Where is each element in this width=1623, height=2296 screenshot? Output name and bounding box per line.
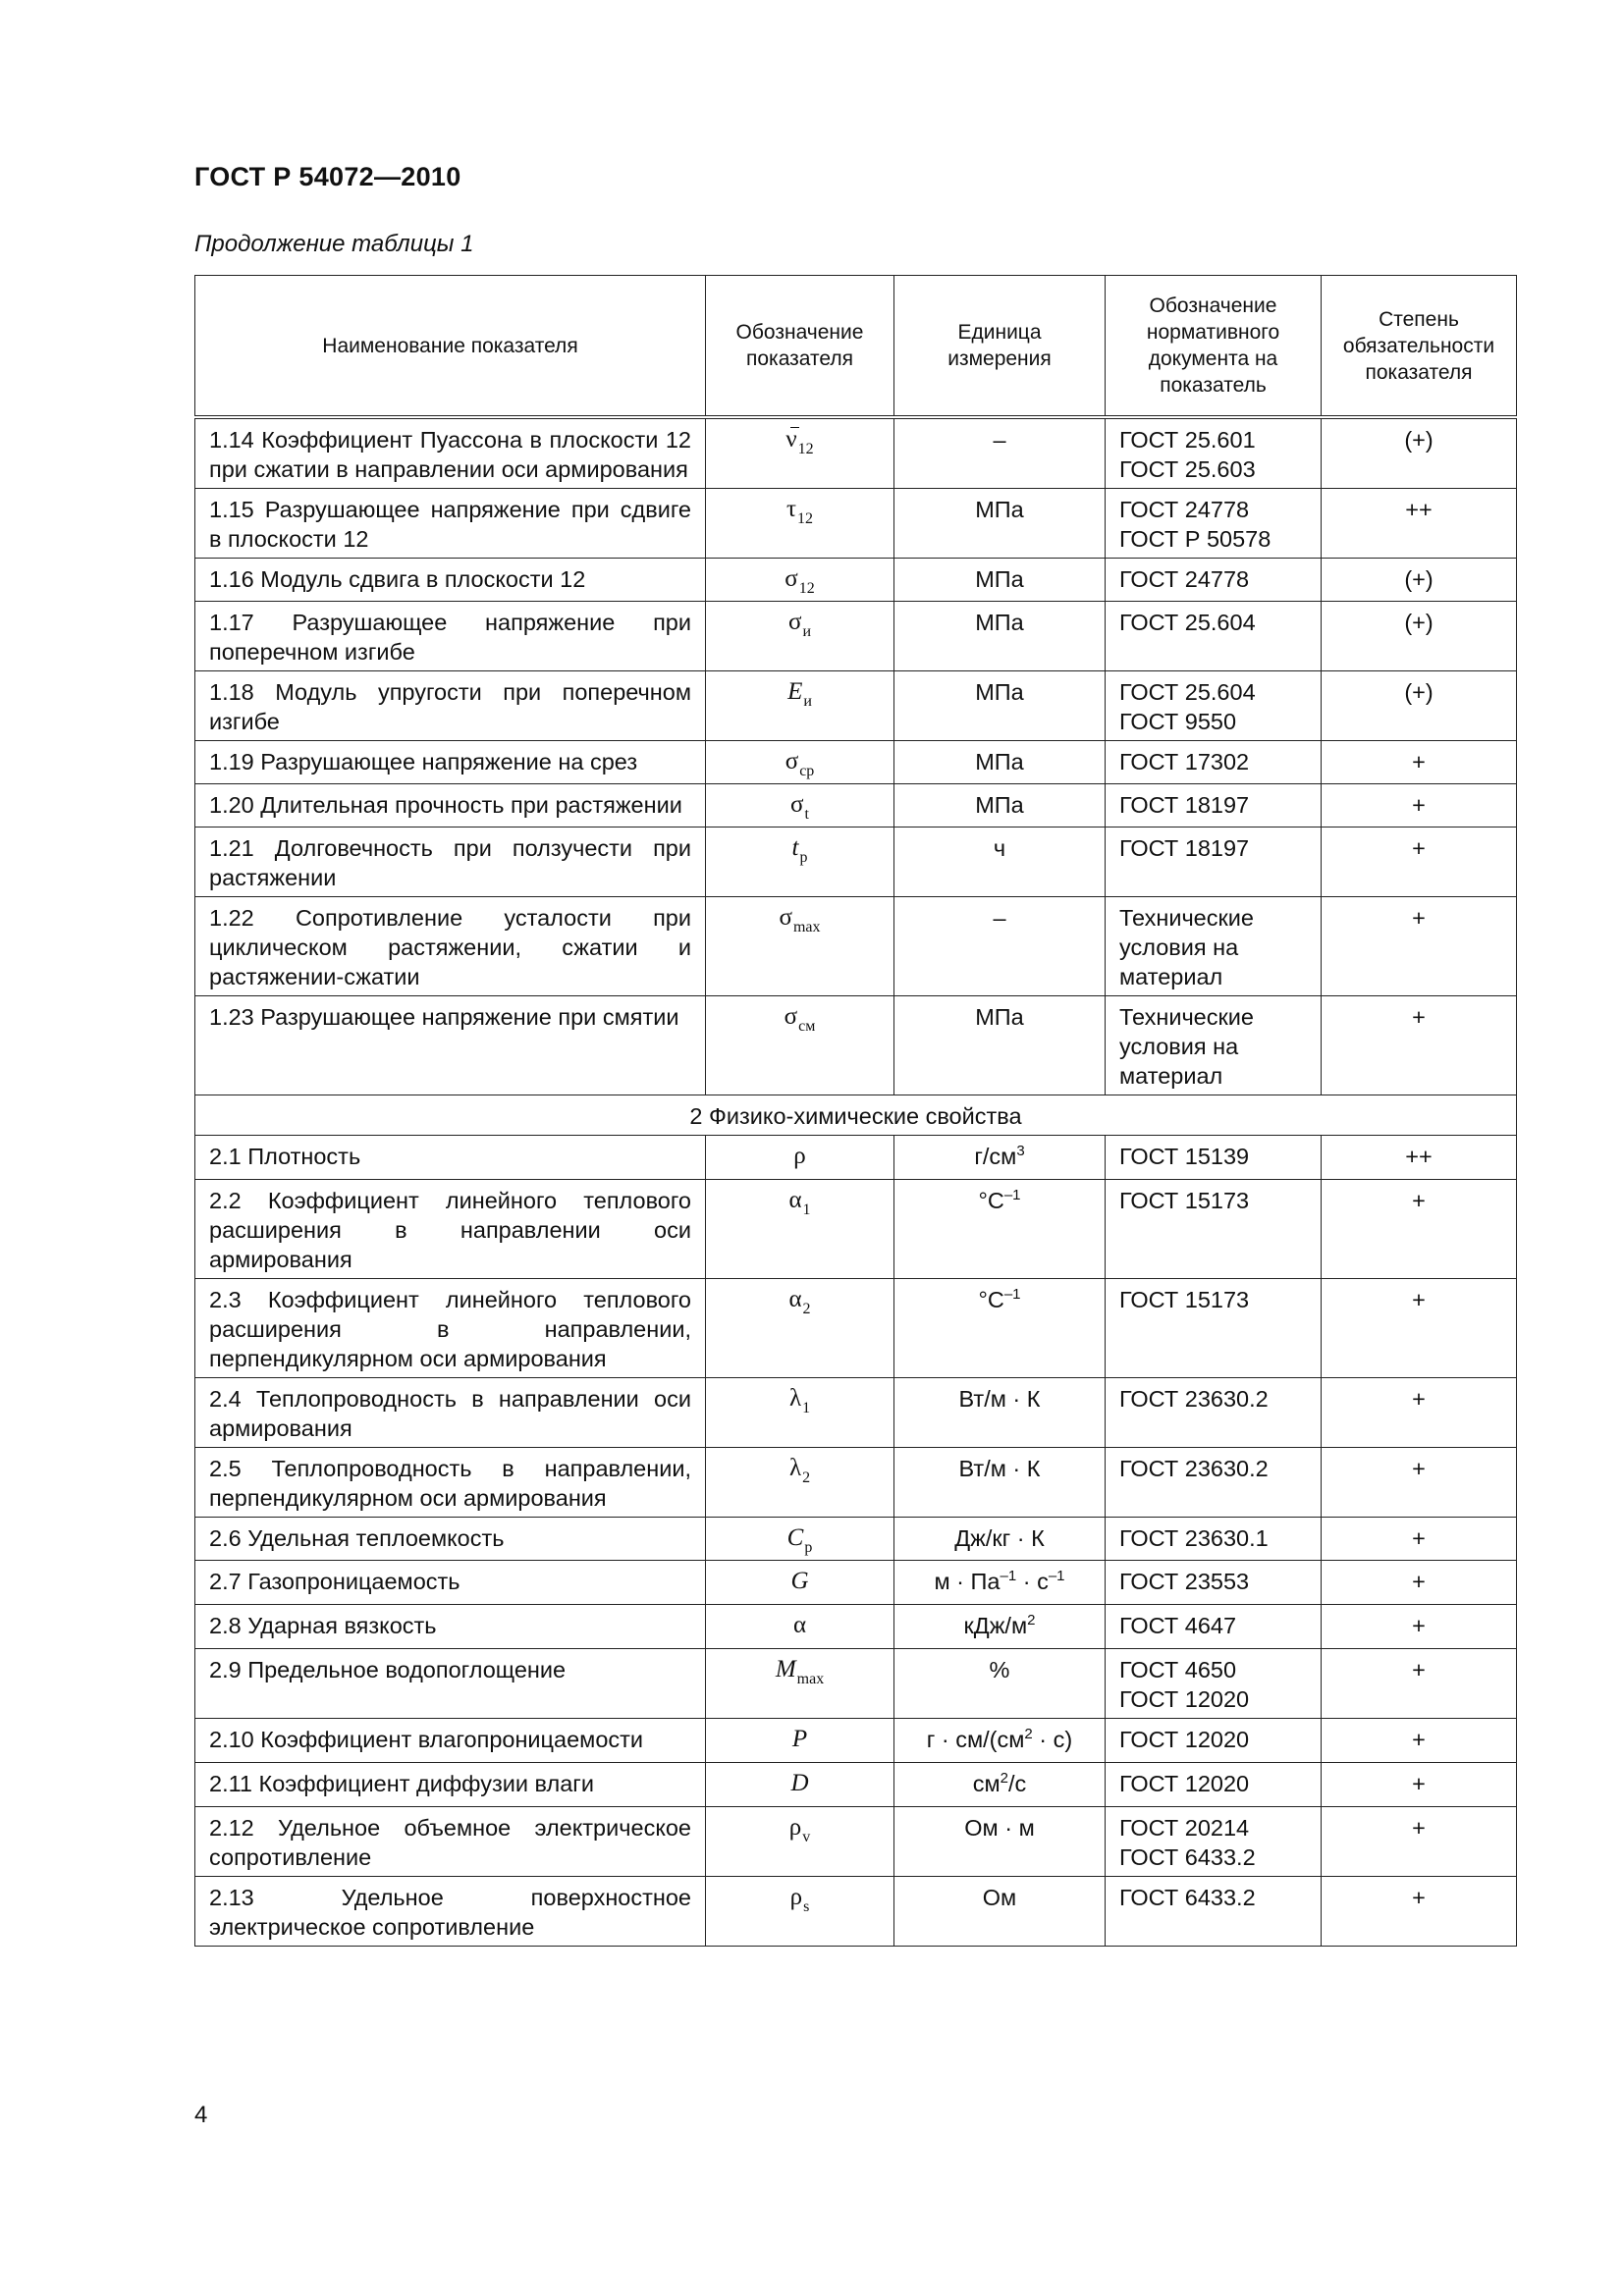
unit-of-measure: $г \cdot см/(см^2 \cdot с)$ — [894, 1719, 1106, 1763]
indicator-name: 2.5 Теплопроводность в направлении, перпендикулярном оси армирования — [195, 1448, 706, 1518]
symbol-base: D — [790, 1770, 809, 1796]
unit-of-measure — [894, 1807, 1106, 1877]
normative-document — [1106, 1279, 1322, 1378]
indicator-symbol — [706, 741, 894, 784]
obligation-level: + — [1322, 1378, 1517, 1448]
symbol-base: ρ — [789, 1884, 803, 1910]
symbol-base: λ — [788, 1385, 802, 1412]
unit-of-measure — [894, 897, 1106, 996]
symbol-subscript: 1 — [802, 1400, 811, 1416]
indicator-name: 2.11 Коэффициент диффузии влаги — [195, 1763, 706, 1807]
symbol-base: ρ — [793, 1143, 806, 1169]
col-header-unit: Единица измерения — [894, 276, 1106, 418]
document-ref: Технические условия на материал — [1119, 1004, 1254, 1089]
indicator-symbol — [706, 784, 894, 828]
obligation-level: + — [1322, 897, 1517, 996]
page-number: 4 — [194, 2102, 208, 2128]
indicator-name: 1.21 Долговечность при ползучести при растяжении — [195, 828, 706, 897]
unit-text: МПа — [975, 749, 1024, 774]
indicator-symbol — [706, 1649, 894, 1719]
col-header-level: Степень обязательности показателя — [1322, 276, 1517, 418]
table-row — [195, 1719, 1517, 1763]
indicator-name: 2.3 Коэффициент линейного теплового расширения в направлении, перпендикулярном оси армирования — [195, 1279, 706, 1378]
indicator-name: 1.19 Разрушающее напряжение на срез — [195, 741, 706, 784]
document-ref: ГОСТ 23630.2 — [1119, 1386, 1269, 1412]
table-row — [195, 828, 1517, 897]
unit-text: Ом · м — [964, 1815, 1035, 1841]
unit-text: – — [993, 905, 1006, 931]
normative-document — [1106, 1605, 1322, 1649]
symbol-base: P — [791, 1726, 808, 1752]
indicator-symbol — [706, 1180, 894, 1279]
symbol-base: G — [790, 1568, 809, 1594]
table-body — [195, 417, 1517, 1947]
normative-document — [1106, 1649, 1322, 1719]
symbol-base: α — [788, 1286, 802, 1312]
indicator-name: 2.12 Удельное объемное электрическое сопротивление — [195, 1807, 706, 1877]
symbol-base: τ — [785, 496, 797, 522]
indicator-name: 2.6 Удельная теплоемкость — [195, 1518, 706, 1561]
document-ref: ГОСТ 15173 — [1119, 1188, 1250, 1213]
normative-document — [1106, 489, 1322, 559]
unit-of-measure — [894, 1180, 1106, 1279]
unit-text: °С — [978, 1188, 1004, 1213]
obligation-level: + — [1322, 1649, 1517, 1719]
obligation-level: ++ — [1322, 489, 1517, 559]
normative-document — [1106, 897, 1322, 996]
unit-text: МПа — [975, 679, 1024, 705]
table-row — [195, 1180, 1517, 1279]
indicator-symbol — [706, 1561, 894, 1605]
unit-of-measure — [894, 784, 1106, 828]
symbol-subscript: 1 — [802, 1201, 811, 1218]
table-row — [195, 1136, 1517, 1180]
document-header: ГОСТ Р 54072—2010 — [194, 162, 461, 191]
table-row — [195, 1448, 1517, 1518]
symbol-base: σ — [784, 748, 799, 774]
col-header-doc: Обозначение нормативного документа на показатель — [1106, 276, 1322, 418]
document-ref: ГОСТ 23630.2 — [1119, 1456, 1269, 1481]
table-row — [195, 996, 1517, 1095]
indicator-name: 2.9 Предельное водопоглощение — [195, 1649, 706, 1719]
document-ref: ГОСТ 12020 — [1119, 1686, 1250, 1712]
document-ref: ГОСТ 18197 — [1119, 835, 1250, 861]
properties-table — [194, 275, 1517, 1947]
table-row — [195, 1763, 1517, 1807]
symbol-subscript: 12 — [797, 510, 814, 527]
obligation-level: + — [1322, 1807, 1517, 1877]
symbol-subscript: t — [804, 806, 809, 823]
unit-of-measure — [894, 1279, 1106, 1378]
table-row — [195, 784, 1517, 828]
indicator-symbol — [706, 671, 894, 741]
symbol-subscript: v — [802, 1829, 811, 1845]
unit-text: % — [989, 1657, 1010, 1682]
unit-of-measure — [894, 1448, 1106, 1518]
obligation-level: + — [1322, 784, 1517, 828]
unit-of-measure — [894, 602, 1106, 671]
unit-text: МПа — [975, 1004, 1024, 1030]
table-row — [195, 897, 1517, 996]
table-row — [195, 559, 1517, 602]
table-row — [195, 417, 1517, 489]
obligation-level: + — [1322, 741, 1517, 784]
col-header-name: Наименование показателя — [195, 276, 706, 418]
normative-document — [1106, 741, 1322, 784]
symbol-base: σ — [779, 904, 792, 931]
document-ref: ГОСТ 25.604 — [1119, 679, 1256, 705]
document-ref: ГОСТ 23630.1 — [1119, 1525, 1269, 1551]
obligation-level: + — [1322, 1763, 1517, 1807]
document-ref: Технические условия на материал — [1119, 905, 1254, 989]
obligation-level: (+) — [1322, 671, 1517, 741]
obligation-level: (+) — [1322, 559, 1517, 602]
unit-of-measure: $м \cdot Па^{-1} \cdot с^{-1}$ — [894, 1561, 1106, 1605]
normative-document — [1106, 1807, 1322, 1877]
unit-text: г/см — [974, 1144, 1017, 1169]
symbol-subscript: и — [802, 623, 812, 640]
normative-document — [1106, 1180, 1322, 1279]
normative-document — [1106, 1877, 1322, 1947]
unit-of-measure — [894, 671, 1106, 741]
normative-document — [1106, 1561, 1322, 1605]
indicator-symbol — [706, 417, 894, 489]
symbol-base: E — [787, 678, 803, 705]
document-ref: ГОСТ Р 50578 — [1119, 526, 1271, 552]
symbol-subscript: 12 — [798, 580, 815, 597]
unit-of-measure — [894, 1136, 1106, 1180]
normative-document — [1106, 996, 1322, 1095]
document-ref: ГОСТ 25.603 — [1119, 456, 1256, 482]
obligation-level: + — [1322, 1605, 1517, 1649]
table-row — [195, 671, 1517, 741]
normative-document — [1106, 559, 1322, 602]
normative-document — [1106, 1378, 1322, 1448]
unit-text: Вт/м · К — [958, 1456, 1041, 1481]
document-ref: ГОСТ 24778 — [1119, 566, 1250, 592]
indicator-name: 1.22 Сопротивление усталости при циклическом растяжении, сжатии и растяжении-сжатии — [195, 897, 706, 996]
document-ref: ГОСТ 23553 — [1119, 1569, 1250, 1594]
document-ref: ГОСТ 20214 — [1119, 1815, 1250, 1841]
table-row — [195, 1518, 1517, 1561]
table-row — [195, 1807, 1517, 1877]
unit-text: МПа — [975, 497, 1024, 522]
obligation-level: (+) — [1322, 417, 1517, 489]
indicator-name: 2.7 Газопроницаемость — [195, 1561, 706, 1605]
table-row — [195, 1561, 1517, 1605]
unit-of-measure — [894, 559, 1106, 602]
symbol-base: α — [788, 1187, 802, 1213]
indicator-name: 2.10 Коэффициент влагопроницаемости — [195, 1719, 706, 1763]
obligation-level: + — [1322, 1518, 1517, 1561]
indicator-symbol — [706, 1605, 894, 1649]
symbol-base: t — [791, 834, 799, 861]
unit-text: Вт/м · К — [958, 1386, 1041, 1412]
unit-of-measure — [894, 996, 1106, 1095]
unit-of-measure — [894, 1518, 1106, 1561]
unit-text: МПа — [975, 792, 1024, 818]
normative-document — [1106, 1136, 1322, 1180]
unit-of-measure — [894, 1877, 1106, 1947]
symbol-subscript: max — [792, 919, 821, 935]
document-ref: ГОСТ 15173 — [1119, 1287, 1250, 1312]
document-ref: ГОСТ 9550 — [1119, 709, 1237, 734]
indicator-symbol — [706, 1279, 894, 1378]
indicator-symbol — [706, 602, 894, 671]
unit-superscript: –1 — [1003, 1286, 1021, 1303]
section-title: 2 Физико-химические свойства — [195, 1095, 1517, 1136]
indicator-symbol — [706, 1807, 894, 1877]
unit-superscript: –1 — [1003, 1187, 1021, 1203]
symbol-base: σ — [787, 609, 802, 635]
indicator-name: 1.14 Коэффициент Пуассона в плоскости 12 при сжатии в направлении оси армирования — [195, 417, 706, 489]
symbol-base: σ — [790, 791, 804, 818]
indicator-symbol — [706, 1518, 894, 1561]
unit-of-measure — [894, 489, 1106, 559]
obligation-level: + — [1322, 1561, 1517, 1605]
symbol-base: ν — [785, 426, 797, 453]
symbol-subscript: 12 — [797, 441, 814, 457]
symbol-subscript: и — [803, 693, 812, 710]
normative-document — [1106, 1719, 1322, 1763]
obligation-level: + — [1322, 1719, 1517, 1763]
symbol-base: σ — [784, 1003, 798, 1030]
indicator-symbol — [706, 1378, 894, 1448]
obligation-level: + — [1322, 996, 1517, 1095]
normative-document — [1106, 784, 1322, 828]
indicator-symbol — [706, 996, 894, 1095]
symbol-base: λ — [788, 1455, 802, 1481]
document-ref: ГОСТ 12020 — [1119, 1727, 1250, 1752]
obligation-level: + — [1322, 1279, 1517, 1378]
table-row — [195, 1378, 1517, 1448]
table-row — [195, 1649, 1517, 1719]
indicator-name: 1.20 Длительная прочность при растяжении — [195, 784, 706, 828]
indicator-name: 2.13 Удельное поверхностное электрическое сопротивление — [195, 1877, 706, 1947]
symbol-subscript: s — [803, 1898, 810, 1915]
document-ref: ГОСТ 6433.2 — [1119, 1885, 1256, 1910]
indicator-name: 1.16 Модуль сдвига в плоскости 12 — [195, 559, 706, 602]
normative-document — [1106, 828, 1322, 897]
unit-text: Дж/кг · К — [954, 1525, 1045, 1551]
normative-document — [1106, 1763, 1322, 1807]
unit-text: – — [993, 427, 1006, 453]
table-row — [195, 1877, 1517, 1947]
obligation-level: ++ — [1322, 1136, 1517, 1180]
document-ref: ГОСТ 25.601 — [1119, 427, 1256, 453]
indicator-symbol — [706, 489, 894, 559]
table-continuation-caption: Продолжение таблицы 1 — [194, 231, 474, 257]
symbol-subscript: р — [804, 1539, 813, 1556]
unit-of-measure — [894, 828, 1106, 897]
normative-document — [1106, 671, 1322, 741]
obligation-level: + — [1322, 828, 1517, 897]
unit-superscript: 2 — [1027, 1612, 1036, 1629]
document-ref: ГОСТ 18197 — [1119, 792, 1250, 818]
table-row — [195, 602, 1517, 671]
unit-of-measure — [894, 417, 1106, 489]
document-ref: ГОСТ 4647 — [1119, 1613, 1237, 1638]
unit-text: °С — [978, 1287, 1004, 1312]
document-ref: ГОСТ 24778 — [1119, 497, 1250, 522]
normative-document — [1106, 417, 1322, 489]
indicator-name: 2.8 Ударная вязкость — [195, 1605, 706, 1649]
unit-superscript: 3 — [1016, 1143, 1025, 1159]
unit-of-measure — [894, 1649, 1106, 1719]
symbol-base: α — [792, 1612, 807, 1638]
normative-document — [1106, 602, 1322, 671]
unit-text: МПа — [975, 610, 1024, 635]
normative-document — [1106, 1518, 1322, 1561]
table-row — [195, 489, 1517, 559]
indicator-symbol — [706, 1448, 894, 1518]
indicator-symbol — [706, 1877, 894, 1947]
indicator-name: 2.4 Теплопроводность в направлении оси армирования — [195, 1378, 706, 1448]
unit-text: ч — [993, 835, 1006, 861]
document-ref: ГОСТ 15139 — [1119, 1144, 1250, 1169]
indicator-symbol — [706, 828, 894, 897]
document-ref: ГОСТ 17302 — [1119, 749, 1250, 774]
indicator-symbol — [706, 559, 894, 602]
document-ref: ГОСТ 25.604 — [1119, 610, 1256, 635]
unit-of-measure: $см^2/с$ — [894, 1763, 1106, 1807]
unit-of-measure — [894, 741, 1106, 784]
table-header — [195, 276, 1517, 418]
obligation-level: + — [1322, 1448, 1517, 1518]
table-row — [195, 1279, 1517, 1378]
symbol-base: C — [786, 1524, 804, 1551]
indicator-symbol — [706, 897, 894, 996]
symbol-base: ρ — [788, 1814, 802, 1841]
indicator-name: 1.17 Разрушающее напряжение при поперечном изгибе — [195, 602, 706, 671]
symbol-subscript: ср — [799, 763, 815, 779]
symbol-base: M — [775, 1656, 796, 1682]
obligation-level: + — [1322, 1877, 1517, 1947]
symbol-subscript: р — [799, 849, 808, 866]
col-header-symbol: Обозначение показателя — [706, 276, 894, 418]
section-row — [195, 1095, 1517, 1136]
unit-text: Ом — [982, 1885, 1017, 1910]
document-ref: ГОСТ 4650 — [1119, 1657, 1237, 1682]
symbol-base: σ — [784, 565, 798, 592]
indicator-name: 1.18 Модуль упругости при поперечном изгибе — [195, 671, 706, 741]
unit-text: кДж/м — [963, 1613, 1028, 1638]
indicator-symbol — [706, 1136, 894, 1180]
indicator-symbol — [706, 1763, 894, 1807]
indicator-name: 2.2 Коэффициент линейного теплового расширения в направлении оси армирования — [195, 1180, 706, 1279]
symbol-subscript: max — [796, 1671, 825, 1687]
document-ref: ГОСТ 6433.2 — [1119, 1844, 1256, 1870]
indicator-name: 1.15 Разрушающее напряжение при сдвиге в плоскости 12 — [195, 489, 706, 559]
indicator-name: 2.1 Плотность — [195, 1136, 706, 1180]
symbol-subscript: 2 — [802, 1469, 811, 1486]
indicator-name: 1.23 Разрушающее напряжение при смятии — [195, 996, 706, 1095]
unit-text: МПа — [975, 566, 1024, 592]
symbol-subscript: см — [798, 1018, 816, 1035]
table-row — [195, 741, 1517, 784]
table-row — [195, 1605, 1517, 1649]
obligation-level: + — [1322, 1180, 1517, 1279]
symbol-subscript: 2 — [802, 1301, 811, 1317]
document-ref: ГОСТ 12020 — [1119, 1771, 1250, 1796]
unit-of-measure — [894, 1605, 1106, 1649]
indicator-symbol — [706, 1719, 894, 1763]
unit-of-measure — [894, 1378, 1106, 1448]
obligation-level: (+) — [1322, 602, 1517, 671]
normative-document — [1106, 1448, 1322, 1518]
